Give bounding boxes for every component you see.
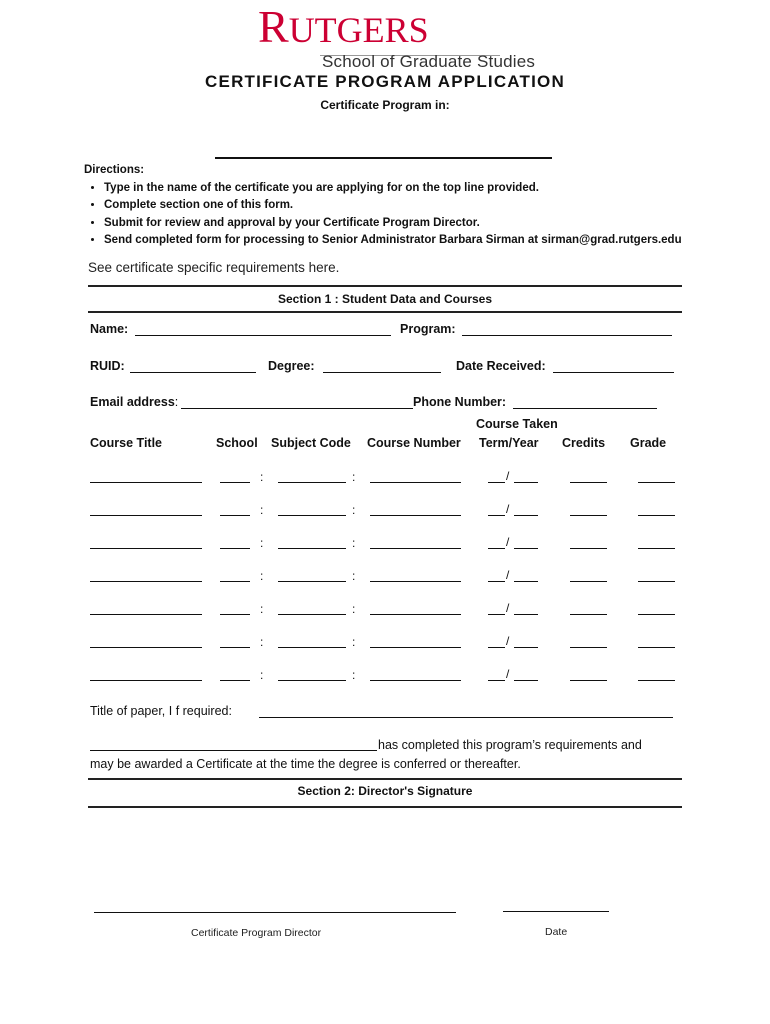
grade-field[interactable] — [638, 680, 675, 681]
completion-text-1: has completed this program’s requirements and — [378, 738, 642, 752]
section2-top-rule — [88, 778, 682, 780]
subject-code-field[interactable] — [278, 548, 346, 549]
year-field[interactable] — [514, 482, 538, 483]
course-number-field[interactable] — [370, 614, 461, 615]
row-colon: : — [352, 668, 356, 682]
col-grade: Grade — [630, 436, 667, 450]
row-colon: : — [352, 470, 356, 484]
paper-label: Title of paper, I f required: — [90, 704, 232, 718]
grade-field[interactable] — [638, 482, 675, 483]
student-name-field[interactable] — [90, 750, 377, 751]
subject-code-field[interactable] — [278, 680, 346, 681]
logo-rest: UTGERS — [288, 10, 429, 50]
col-term-year: Term/Year — [479, 436, 539, 450]
row-colon: : — [260, 635, 264, 649]
year-field[interactable] — [514, 614, 538, 615]
rutgers-logo — [258, 2, 429, 55]
course-number-field[interactable] — [370, 680, 461, 681]
term-field[interactable] — [488, 581, 505, 582]
credits-field[interactable] — [570, 680, 607, 681]
phone-field[interactable] — [513, 408, 657, 409]
degree-label: Degree: — [268, 359, 315, 373]
school-field[interactable] — [220, 680, 250, 681]
ruid-label: RUID: — [90, 359, 125, 373]
course-title-field[interactable] — [90, 680, 202, 681]
subject-code-field[interactable] — [278, 647, 346, 648]
term-field[interactable] — [488, 548, 505, 549]
phone-label: Phone Number: — [413, 395, 507, 409]
col-credits: Credits — [562, 436, 606, 450]
school-field[interactable] — [220, 515, 250, 516]
course-title-field[interactable] — [90, 548, 202, 549]
row-colon: : — [260, 668, 264, 682]
program-label: Certificate Program in: — [320, 98, 450, 112]
course-title-field[interactable] — [90, 482, 202, 483]
school-field[interactable] — [220, 647, 250, 648]
program-name-field[interactable] — [215, 157, 552, 159]
direction-item: • Send completed form for processing to Senior Administrator Barbara Sirman at sirman@grad.rutgers.edu — [104, 232, 682, 250]
section2-bottom-rule — [88, 806, 682, 808]
row-colon: : — [352, 602, 356, 616]
program-field[interactable] — [462, 335, 672, 336]
row-colon: : — [260, 569, 264, 583]
year-field[interactable] — [514, 548, 538, 549]
email-row — [90, 395, 178, 409]
term-field[interactable] — [488, 482, 505, 483]
course-title-field[interactable] — [90, 515, 202, 516]
course-number-field[interactable] — [370, 515, 461, 516]
course-title-field[interactable] — [90, 581, 202, 582]
email-field[interactable] — [181, 408, 413, 409]
credits-field[interactable] — [570, 548, 607, 549]
subject-code-field[interactable] — [278, 482, 346, 483]
requirements-link[interactable]: See certificate specific requirements here. — [88, 260, 340, 275]
directions-heading: Directions: — [84, 164, 145, 176]
term-separator: / — [506, 502, 510, 516]
section1-top-rule — [88, 285, 682, 287]
program-label-row: Program: — [400, 322, 456, 336]
term-field[interactable] — [488, 614, 505, 615]
credits-field[interactable] — [570, 614, 607, 615]
completion-text-2: may be awarded a Certificate at the time the degree is conferred or thereafter. — [90, 757, 521, 771]
col-course-title: Course Title — [90, 436, 163, 450]
logo-subtitle: School of Graduate Studies — [322, 52, 536, 71]
year-field[interactable] — [514, 647, 538, 648]
term-field[interactable] — [488, 647, 505, 648]
col-course-number: Course Number — [367, 436, 461, 450]
term-separator: / — [506, 535, 510, 549]
subject-code-field[interactable] — [278, 581, 346, 582]
col-school: School — [216, 436, 258, 450]
direction-item: • Type in the name of the certificate you are applying for on the top line provided. — [104, 180, 682, 198]
section1-heading: Section 1 : Student Data and Courses — [277, 292, 493, 306]
row-colon: : — [260, 503, 264, 517]
col-course-taken: Course Taken — [476, 417, 558, 431]
subject-code-field[interactable] — [278, 614, 346, 615]
school-field[interactable] — [220, 548, 250, 549]
grade-field[interactable] — [638, 548, 675, 549]
section1-bottom-rule — [88, 311, 682, 313]
year-field[interactable] — [514, 680, 538, 681]
date-received-field[interactable] — [553, 372, 674, 373]
email-label: Email address — [90, 395, 175, 409]
name-field[interactable] — [135, 335, 391, 336]
credits-field[interactable] — [570, 581, 607, 582]
logo-r: R — [258, 1, 289, 52]
school-field[interactable] — [220, 614, 250, 615]
grade-field[interactable] — [638, 515, 675, 516]
director-signature-field[interactable] — [94, 912, 456, 913]
term-field[interactable] — [488, 515, 505, 516]
form-title: CERTIFICATE PROGRAM APPLICATION — [205, 72, 565, 91]
row-colon: : — [352, 635, 356, 649]
credits-field[interactable] — [570, 482, 607, 483]
grade-field[interactable] — [638, 614, 675, 615]
school-field[interactable] — [220, 482, 250, 483]
row-colon: : — [260, 602, 264, 616]
year-field[interactable] — [514, 515, 538, 516]
paper-title-field[interactable] — [259, 717, 673, 718]
year-field[interactable] — [514, 581, 538, 582]
credits-field[interactable] — [570, 647, 607, 648]
name-row — [90, 322, 128, 336]
name-label: Name: — [90, 322, 129, 336]
date-signature-field[interactable] — [503, 911, 609, 912]
subject-code-field[interactable] — [278, 515, 346, 516]
email-colon: : — [174, 395, 179, 409]
direction-item: • Complete section one of this form. — [104, 197, 682, 215]
row-colon: : — [260, 470, 264, 484]
grade-field[interactable] — [638, 647, 675, 648]
term-separator: / — [506, 568, 510, 582]
row-colon: : — [352, 503, 356, 517]
ruid-field[interactable] — [130, 372, 256, 373]
row-colon: : — [352, 536, 356, 550]
course-number-field[interactable] — [370, 581, 461, 582]
course-number-field[interactable] — [370, 482, 461, 483]
term-separator: / — [506, 667, 510, 681]
section2-heading: Section 2: Director's Signature — [297, 784, 473, 798]
row-colon: : — [352, 569, 356, 583]
date-label: Date — [545, 926, 568, 938]
term-separator: / — [506, 634, 510, 648]
course-title-field[interactable] — [90, 614, 202, 615]
degree-field[interactable] — [323, 372, 441, 373]
directions — [84, 162, 682, 250]
course-number-field[interactable] — [370, 647, 461, 648]
term-separator: / — [506, 469, 510, 483]
school-field[interactable] — [220, 581, 250, 582]
term-field[interactable] — [488, 680, 505, 681]
date-received-label: Date Received: — [456, 359, 546, 373]
director-label: Certificate Program Director — [191, 927, 322, 939]
grade-field[interactable] — [638, 581, 675, 582]
row-colon: : — [260, 536, 264, 550]
course-title-field[interactable] — [90, 647, 202, 648]
direction-item: • Submit for review and approval by your Certificate Program Director. — [104, 215, 682, 233]
col-subject-code: Subject Code — [271, 436, 351, 450]
credits-field[interactable] — [570, 515, 607, 516]
course-number-field[interactable] — [370, 548, 461, 549]
term-separator: / — [506, 601, 510, 615]
